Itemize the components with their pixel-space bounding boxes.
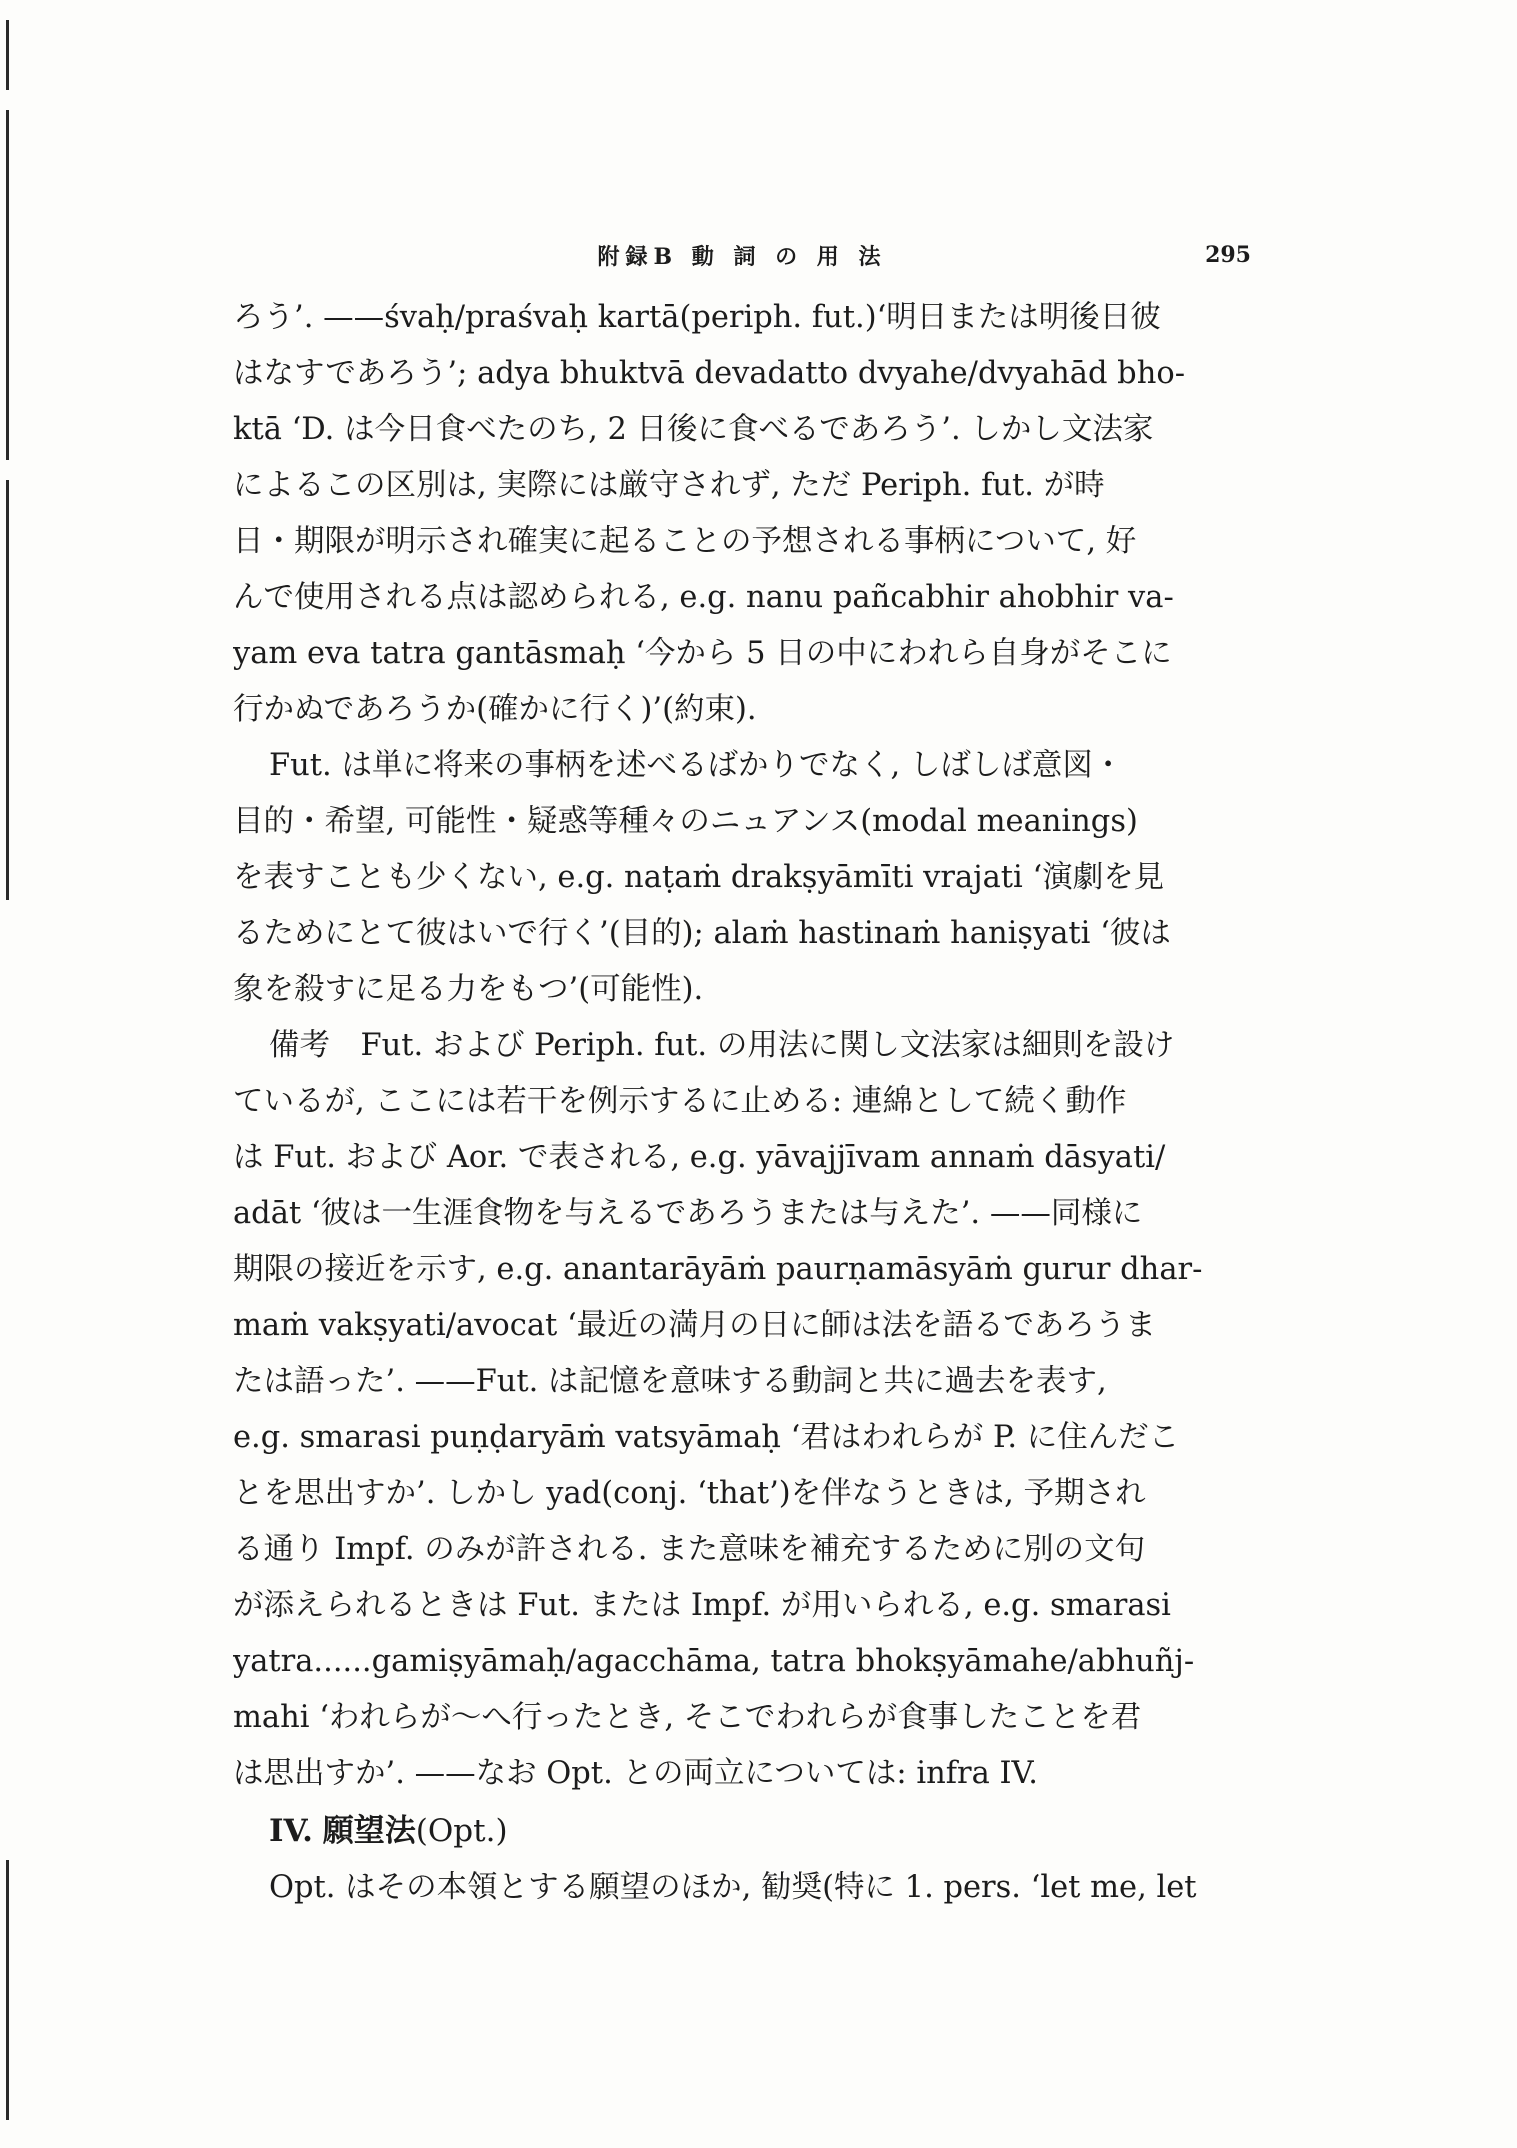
book-page xyxy=(233,232,1251,1916)
text-line: mahi ‘われらが～へ行ったとき, そこでわれらが食事したことを君 xyxy=(233,1700,1142,1735)
text-line: る通り Impf. のみが許される. また意味を補充するために別の文句 xyxy=(233,1532,1146,1567)
text-line: 象を殺すに足る力をもつ’(可能性). xyxy=(233,972,704,1007)
text-line: maṁ vakṣyati/avocat ‘最近の満月の日に師は法を語るであろうま xyxy=(233,1308,1156,1343)
text-line: は Fut. および Aor. で表される, e.g. yāvajjīvam annaṁ dāsyati/ xyxy=(233,1140,1166,1175)
text-line: を表すことも少くない, e.g. naṭaṁ drakṣyāmīti vrajati ‘演劇を見 xyxy=(233,860,1165,895)
binding-edge-line xyxy=(6,0,9,2148)
section-number: IV. xyxy=(269,1813,313,1849)
paragraph-1 xyxy=(233,290,1251,738)
text-line: るためにとて彼はいで行く’(目的); alaṁ hastinaṁ haniṣyati ‘彼は xyxy=(233,916,1171,951)
body-text xyxy=(233,290,1251,1916)
text-line: 行かぬであろうか(確かに行く)’(約束). xyxy=(233,692,757,727)
page-number: 295 xyxy=(1205,242,1251,268)
text-line: 備考 Fut. および Periph. fut. の用法に関し文法家は細則を設け xyxy=(269,1028,1175,1063)
text-line: んで使用される点は認められる, e.g. nanu pañcabhir ahobhir va- xyxy=(233,580,1174,615)
text-line: Opt. はその本領とする願望のほか, 勧奨(特に 1. pers. ‘let me, let xyxy=(269,1870,1197,1905)
text-line: はなすであろう’; adya bhuktvā devadatto dvyahe/dvyahād bho- xyxy=(233,356,1186,391)
text-line: ktā ‘D. は今日食べたのち, 2 日後に食べるであろう’. しかし文法家 xyxy=(233,412,1154,447)
section-title-abbr: (Opt.) xyxy=(415,1813,508,1849)
page-header xyxy=(233,232,1251,272)
text-line: が添えられるときは Fut. または Impf. が用いられる, e.g. smarasi xyxy=(233,1588,1171,1623)
section-title: 願望法 xyxy=(322,1813,416,1849)
text-line: は思出すか’. ——なお Opt. との両立については: infra IV. xyxy=(233,1756,1038,1791)
text-line: adāt ‘彼は一生涯食物を与えるであろうまたは与えた’. ——同様に xyxy=(233,1196,1143,1231)
text-line: yatra......gamiṣyāmaḥ/agacchāma, tatra bhokṣyāmahe/abhuñj- xyxy=(233,1644,1195,1679)
text-line: によるこの区別は, 実際には厳守されず, ただ Periph. fut. が時 xyxy=(233,468,1105,503)
text-line: 日・期限が明示され確実に起ることの予想される事柄について, 好 xyxy=(233,524,1137,559)
text-line: たは語った’. ——Fut. は記憶を意味する動詞と共に過去を表す, xyxy=(233,1364,1107,1399)
paragraph-3-remark xyxy=(233,1018,1251,1802)
text-line: 期限の接近を示す, e.g. anantarāyāṁ paurṇamāsyāṁ gurur dhar- xyxy=(233,1252,1203,1287)
running-head: 附録B 動 詞 の 用 法 xyxy=(597,244,887,270)
text-line: とを思出すか’. しかし yad(conj. ‘that’)を伴なうときは, 予期され xyxy=(233,1476,1146,1511)
text-line: e.g. smarasi puṇḍaryāṁ vatsyāmaḥ ‘君はわれらが P. に住んだこ xyxy=(233,1420,1180,1455)
text-line: yam eva tatra gantāsmaḥ ‘今から 5 日の中にわれら自身がそこに xyxy=(233,636,1172,671)
section-heading xyxy=(233,1802,1251,1860)
text-line: ろう’. ——śvaḥ/praśvaḥ kartā(periph. fut.)‘明日または明後日彼 xyxy=(233,300,1161,335)
text-line: Fut. は単に将来の事柄を述べるばかりでなく, しばしば意図・ xyxy=(269,748,1124,783)
paragraph-4 xyxy=(233,1860,1251,1916)
text-line: 目的・希望, 可能性・疑惑等種々のニュアンス(modal meanings) xyxy=(233,804,1138,839)
paragraph-2 xyxy=(233,738,1251,1018)
text-line: ているが, ここには若干を例示するに止める: 連綿として続く動作 xyxy=(233,1084,1127,1119)
